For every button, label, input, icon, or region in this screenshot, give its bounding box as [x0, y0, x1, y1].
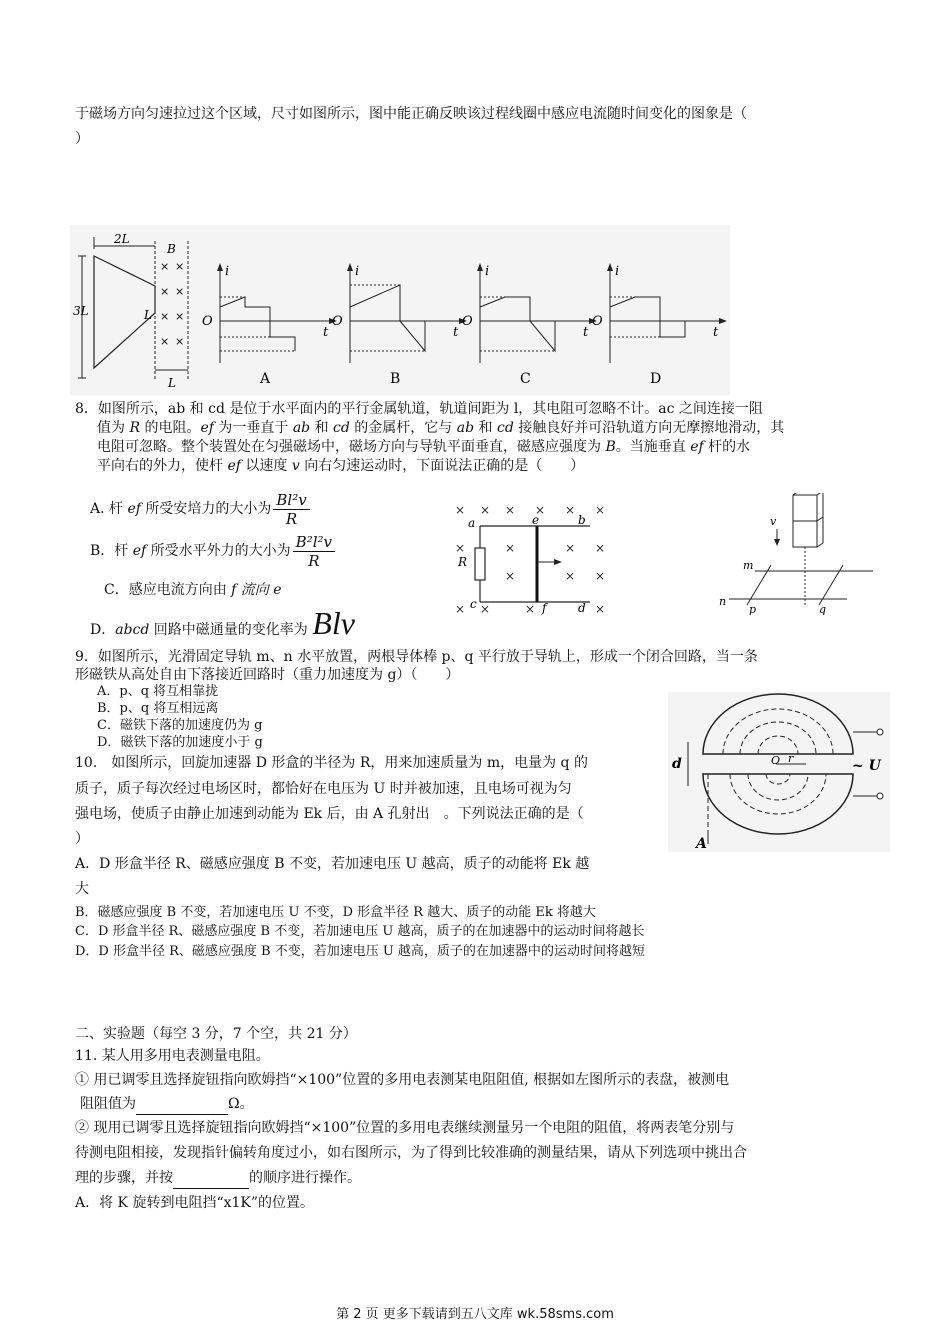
q8-option-D: D．abcd 回路中磁通量的变化率为 Blv [90, 605, 355, 641]
svg-text:×: × [175, 285, 185, 298]
q9-option-B: B．p、q 将互相远离 [97, 701, 219, 716]
svg-text:i: i [615, 264, 620, 279]
svg-text:×: × [175, 260, 185, 273]
q10-option-B: B．磁感应强度 B 不变，若加速电压 U 不变，D 形盒半径 R 越大、质子的动能 Ek 将越大 [75, 905, 596, 920]
q10-line1: 10. 如图所示，回旋加速器 D 形盒的半径为 R，用来加速质量为 m，电量为 q 的 [75, 755, 588, 771]
svg-text:×: × [565, 569, 576, 583]
svg-text:×: × [595, 569, 606, 583]
graph-A-label: A [260, 371, 271, 387]
q11-part2-line2: 待测电阻相接，发现指针偏转角度过小，如右图所示，为了得到比较准确的测量结果，请从下列选项中挑出合 [75, 1145, 747, 1161]
q8-line2: 值为 R 的电阻。ef 为一垂直于 ab 和 cd 的金属杆，它与 ab 和 cd 接触良好并可沿轨道方向无摩擦地滑动，其 [97, 420, 785, 436]
svg-text:A: A [696, 836, 707, 852]
q9-option-D: D．磁铁下落的加速度小于 g [97, 735, 263, 750]
q9-option-A: A．p、q 将互相靠拢 [97, 684, 219, 699]
answer-blank-1[interactable] [136, 1094, 228, 1115]
svg-text:×: × [595, 541, 606, 555]
graph-D-label: D [650, 371, 662, 387]
svg-text:×: × [480, 602, 491, 616]
svg-text:×: × [505, 541, 516, 555]
svg-text:×: × [595, 503, 606, 517]
svg-text:×: × [565, 503, 576, 517]
svg-text:O: O [202, 314, 213, 329]
svg-text:v: v [770, 515, 777, 528]
q10-cyclotron-figure [668, 692, 890, 852]
svg-text:n: n [719, 595, 727, 608]
svg-text:×: × [595, 602, 606, 616]
svg-text:×: × [160, 335, 170, 348]
svg-text:O: O [462, 314, 473, 329]
q11-part2-line1: ② 现用已调零且选择旋钮指向欧姆挡“×100”位置的多用电表继续测量另一个电阻的阻值，将两表笔分别与 [75, 1120, 735, 1136]
svg-text:×: × [525, 602, 536, 616]
svg-text:i: i [355, 264, 360, 279]
dim-L-side: L [144, 308, 152, 322]
q8-option-B: B．杆 ef 所受水平外力的大小为 $\frac{\text{B²l²v}}{R}$ [90, 532, 337, 570]
q7-figure [70, 225, 730, 395]
svg-text:×: × [505, 503, 516, 517]
svg-text:e: e [532, 513, 540, 527]
q9-line1: 9．如图所示，光滑固定导轨 m、n 水平放置，两根导体棒 p、q 平行放于导轨上，形成一个闭合回路，当一条 [75, 649, 758, 665]
svg-text:~ U: ~ U [852, 758, 881, 774]
q10-option-C: C．D 形盒半径 R、磁感应强度 B 不变，若加速电压 U 越高，质子的在加速器中的运动时间将越长 [75, 924, 645, 939]
svg-text:×: × [565, 541, 576, 555]
svg-text:b: b [578, 513, 586, 527]
svg-text:d: d [672, 756, 682, 772]
svg-text:c: c [470, 597, 477, 611]
q11-title: 11. 某人用多用电表测量电阻。 [75, 1048, 270, 1064]
svg-text:d: d [578, 601, 586, 615]
svg-text:t: t [583, 325, 589, 340]
q8-line1: 8．如图所示，ab 和 cd 是位于水平面内的平行金属轨道，轨道间距为 l，其电阻可忽略不计。ac 之间连接一阻 [75, 401, 763, 417]
svg-text:i: i [485, 264, 490, 279]
svg-text:×: × [160, 310, 170, 323]
page-footer: 第 2 页 更多下载请到五八文库 wk.58sms.com [336, 1307, 614, 1322]
svg-text:×: × [505, 569, 516, 583]
q8-option-C: C．感应电流方向由 f 流向 e [104, 582, 282, 598]
svg-text:×: × [175, 335, 185, 348]
svg-text:f: f [542, 601, 547, 615]
q9-option-C: C．磁铁下落的加速度仍为 g [97, 718, 263, 733]
q8-circuit-figure [450, 500, 610, 618]
svg-text:m: m [743, 559, 754, 572]
svg-text:O: O [771, 754, 781, 767]
q8-option-A: A. 杆 ef 所受安培力的大小为 $\frac{\text{Bl²v}}{R}$ [90, 490, 312, 528]
dim-2L: 2L [114, 232, 130, 246]
dim-3L: 3L [73, 304, 89, 318]
q10-line2: 质子，质子每次经过电场区时，都恰好在电压为 U 时并被加速，且电场可视为匀 [75, 781, 572, 797]
q11-option-A: A．将 K 旋转到电阻挡“x1K”的位置。 [75, 1195, 315, 1211]
svg-text:p: p [749, 603, 757, 615]
q8-line4: 平向右的外力，使杆 ef 以速度 v 向右匀速运动时，下面说法正确的是（ ） [97, 458, 585, 474]
svg-text:×: × [160, 260, 170, 273]
svg-text:×: × [455, 503, 466, 517]
graph-C-label: C [520, 371, 531, 387]
q8-line3: 电阻可忽略。整个装置处在匀强磁场中，磁场方向与导轨平面垂直，磁感应强度为 B。当施垂直 ef 杆的水 [97, 439, 751, 455]
q10-option-A-line2: 大 [75, 881, 89, 897]
q11-part1-line2: 阻阻值为 Ω。 [80, 1094, 254, 1115]
svg-text:O: O [592, 314, 603, 329]
svg-text:O: O [332, 314, 343, 329]
resistor-R [475, 548, 485, 580]
svg-text:×: × [455, 541, 466, 555]
q9-line2: 形磁铁从高处自由下落接近回路时（重力加速度为 g）（ ） [75, 667, 460, 683]
graph-B-label: B [390, 371, 401, 387]
label-B: B [167, 242, 176, 256]
q11-part2-line3: 理的步骤，并按 的顺序进行操作。 [75, 1168, 361, 1189]
svg-text:t: t [453, 325, 459, 340]
q10-option-A-line1: A．D 形盒半径 R、磁感应强度 B 不变，若加速电压 U 越高，质子的动能将 Ek 越 [75, 856, 590, 872]
svg-text:t: t [713, 325, 719, 340]
q10-option-D: D．D 形盒半径 R、磁感应强度 B 不变，若加速电压 U 越高，质子的在加速器中的运动时间将越短 [75, 944, 645, 959]
svg-text:a: a [468, 516, 476, 530]
answer-blank-2[interactable] [173, 1168, 249, 1189]
svg-text:×: × [535, 503, 546, 517]
svg-text:r: r [788, 752, 794, 765]
q9-magnet-figure [715, 493, 890, 615]
svg-text:t: t [323, 325, 329, 340]
svg-text:R: R [458, 555, 468, 569]
q7-line2: ） [75, 131, 89, 147]
q7-line1: 于磁场方向匀速拉过这个区域，尺寸如图所示，图中能正确反映该过程线圈中感应电流随时间变化的图象是（ [75, 106, 747, 122]
svg-text:×: × [480, 503, 491, 517]
dim-L-bottom: L [168, 376, 176, 390]
svg-text:q: q [819, 603, 827, 615]
q11-part1-line1: ① 用已调零且选择旋钮指向欧姆挡“×100”位置的多用电表测某电阻阻值, 根据如左图所示的表盘，被测电 [75, 1072, 730, 1088]
section2-title: 二、实验题（每空 3 分，7 个空，共 21 分） [75, 1026, 357, 1042]
svg-text:i: i [225, 264, 230, 279]
svg-text:×: × [175, 310, 185, 323]
q10-line3: 强电场，使质子由静止加速到动能为 Ek 后，由 A 孔射出 。下列说法正确的是（ [75, 806, 584, 822]
q10-line4: ） [75, 831, 89, 847]
svg-text:×: × [160, 285, 170, 298]
svg-text:×: × [455, 602, 466, 616]
